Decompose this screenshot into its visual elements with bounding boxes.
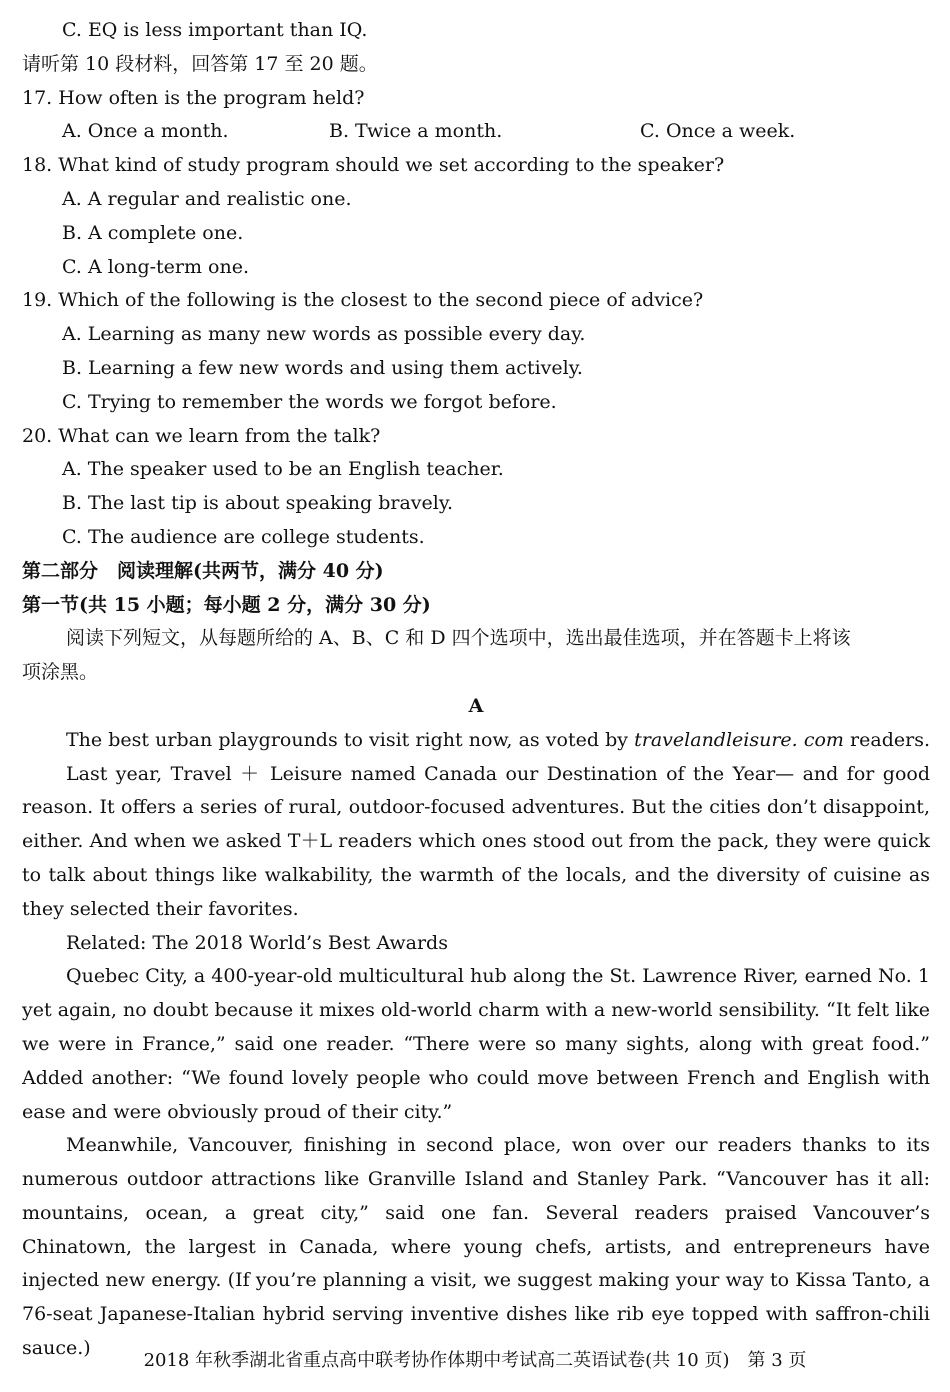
reading-instruction-line2: 项涂黑。 [22,661,99,684]
passage-intro [22,724,930,758]
option-c: C. Once a week. [640,120,796,143]
option-b: B. A complete one. [62,221,244,244]
option-a: A. Once a month. [62,120,229,143]
option-b: B. Learning a few new words and using them actively. [62,356,583,379]
exam-page [22,14,930,1366]
passage-paragraph-1: Last year, Travel ＋ Leisure named Canada our Destination of the Year— and for good reason. It offers a series of rural, outdoor-focused adventures. But the cities don’t disappoint, either. And when we asked T＋L readers which ones stood out from the pack, they were quick to talk about things like walkability, the warmth of the locals, and the diversity of cuisine as they selected their favorites. [22,762,930,920]
q16-option-c: C. EQ is less important than IQ. [62,19,368,41]
reading-instruction-line1: 阅读下列短文，从每题所给的 A、B、C 和 D 四个选项中，选出最佳选项，并在答题卡上将该 [66,627,851,650]
passage-label: A [468,694,484,717]
intro-site: travelandleisure. com [634,728,844,751]
question-17-options [22,115,930,149]
question-18: 18. What kind of study program should we set according to the speaker? [22,154,725,177]
option-c: C. The audience are college students. [62,525,425,548]
question-17: 17. How often is the program held? [22,86,365,109]
option-b: B. Twice a month. [329,120,503,143]
question-19: 19. Which of the following is the closest to the second piece of advice? [22,289,704,312]
question-20: 20. What can we learn from the talk? [22,424,381,447]
option-c: C. A long-term one. [62,255,250,278]
option-a: A. A regular and realistic one. [62,187,352,210]
passage-paragraph-2: Quebec City, a 400-year-old multicultural hub along the St. Lawrence River, earned No. 1 yet again, no doubt because it mixes old-world charm with a new-world sensibility. “It felt like we were in France,” said one reader. “There were so many sights, along with great food.” Added another: “We found lovely people who could move between French and English with ease and were obviously proud of their city.” [22,965,930,1123]
intro-before: The best urban playgrounds to visit right now, as voted by [66,728,635,751]
option-c: C. Trying to remember the words we forgot before. [62,390,557,413]
option-a: A. Learning as many new words as possible every day. [62,323,586,346]
part2-heading: 第二部分 阅读理解(共两节，满分 40 分) [22,559,384,582]
intro-after: readers. [843,728,930,751]
passage-paragraph-3: Meanwhile, Vancouver, finishing in second place, won over our readers thanks to its numerous outdoor attractions like Granville Island and Stanley Park. “Vancouver has it all: mountains, ocean, a great city,” said one fan. Several readers praised Vancouver’s Chinatown, the largest in Canada, where young chefs, artists, and entrepreneurs have injected new energy. (If you’re planning a visit, we suggest making your way to Kissa Tanto, a 76-seat Japanese-Italian hybrid serving inventive dishes like rib eye topped with saffron-chili sauce.) [22,1134,930,1360]
section10-instruction: 请听第 10 段材料，回答第 17 至 20 题。 [22,52,378,75]
related-line: Related: The 2018 World’s Best Awards [66,931,448,954]
option-a: A. The speaker used to be an English teacher. [62,458,504,481]
section1-heading: 第一节(共 15 小题；每小题 2 分，满分 30 分) [22,593,431,616]
option-b: B. The last tip is about speaking bravely. [62,492,454,515]
page-footer: 2018 年秋季湖北省重点高中联考协作体期中考试高二英语试卷(共 10 页) 第 3 页 [143,1350,807,1371]
